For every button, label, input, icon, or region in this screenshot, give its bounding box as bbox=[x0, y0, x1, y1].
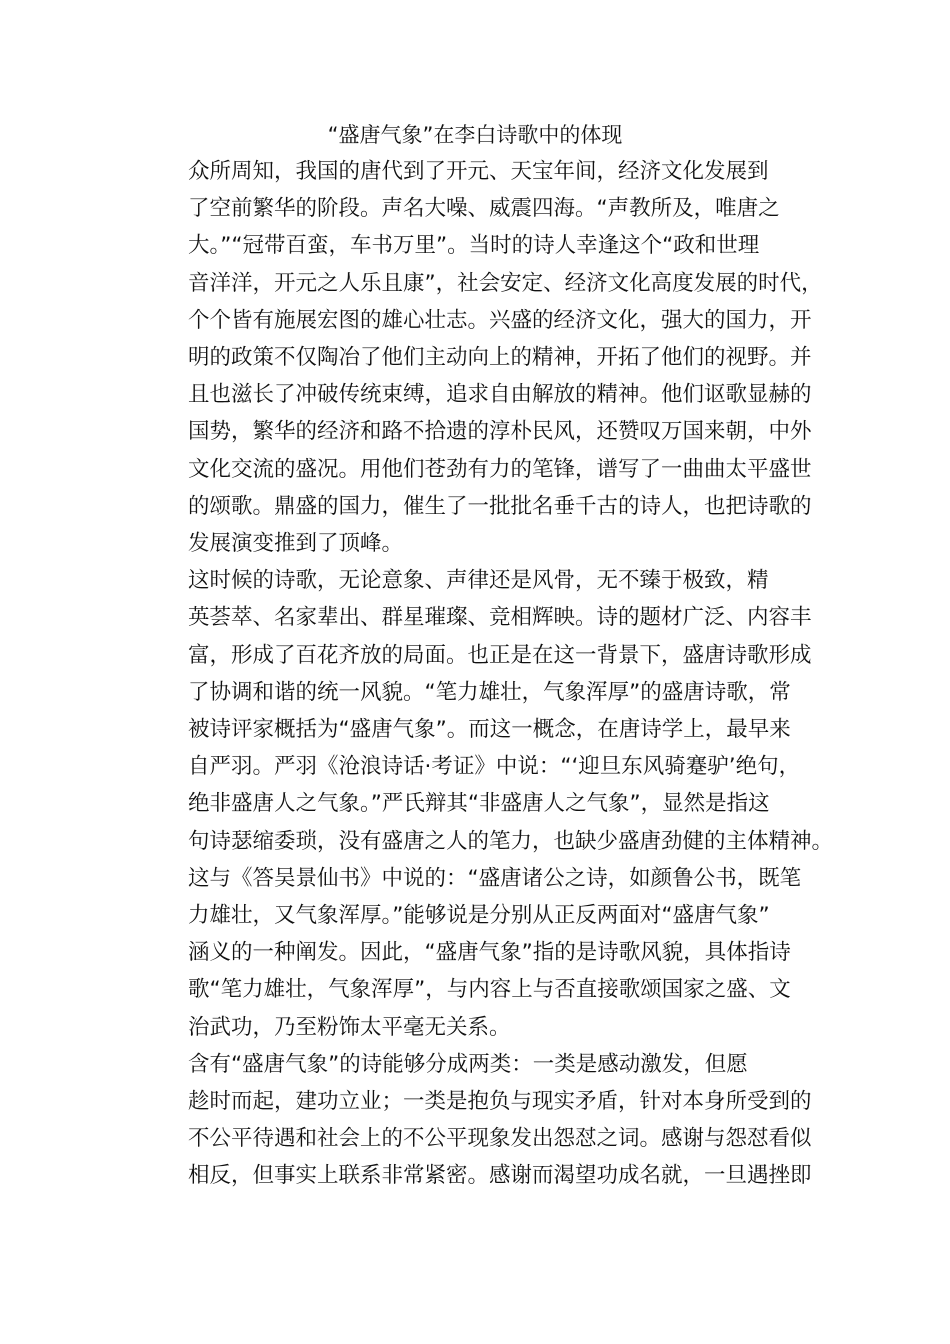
paragraph-line: 这与《答吴景仙书》中说的：“盛唐诸公之诗，如颜鲁公书，既笔 bbox=[188, 865, 802, 891]
paragraph-line: 且也滋长了冲破传统束缚，追求自由解放的精神。他们讴歌显赫的 bbox=[188, 382, 812, 408]
paragraph-line: 明的政策不仅陶冶了他们主动向上的精神，开拓了他们的视野。并 bbox=[188, 345, 812, 371]
document-title: “盛唐气象”在李白诗歌中的体现 bbox=[327, 123, 623, 147]
paragraph-line: 富，形成了百花齐放的局面。也正是在这一背景下，盛唐诗歌形成 bbox=[188, 642, 812, 668]
paragraph-line: 涵义的一种阐发。因此，“盛唐气象”指的是诗歌风貌，具体指诗 bbox=[188, 940, 791, 966]
paragraph-line: 句诗瑟缩委琐，没有盛唐之人的笔力，也缺少盛唐劲健的主体精神。 bbox=[188, 828, 834, 854]
paragraph bbox=[145, 1046, 825, 1195]
paragraph-line: 文化交流的盛况。用他们苍劲有力的笔锋，谱写了一曲曲太平盛世 bbox=[188, 456, 812, 482]
paragraph-line: 歌“笔力雄壮，气象浑厚”，与内容上与否直接歌颂国家之盛、文 bbox=[188, 977, 791, 1003]
paragraph-line: 众所周知，我国的唐代到了开元、天宝年间，经济文化发展到 bbox=[188, 159, 769, 184]
paragraph-line: 含有“盛唐气象”的诗能够分成两类：一类是感动激发，但愿 bbox=[188, 1051, 748, 1077]
paragraph-line: 国势，繁华的经济和路不拾遗的淳朴民风，还赞叹万国来朝，中外 bbox=[188, 419, 812, 445]
paragraph-line: 了空前繁华的阶段。声名大噪、威震四海。“声教所及，唯唐之 bbox=[188, 196, 780, 222]
paragraph-line: 不公平待遇和社会上的不公平现象发出怨怼之词。感谢与怨怼看似 bbox=[188, 1126, 812, 1152]
paragraph-line: 英荟萃、名家辈出、群星璀璨、竞相辉映。诗的题材广泛、内容丰 bbox=[188, 605, 812, 631]
paragraph-line: 大。”“冠带百蛮，车书万里”。当时的诗人幸逢这个“政和世理 bbox=[188, 233, 760, 259]
paragraph bbox=[145, 153, 825, 562]
paragraph-line: 力雄壮，又气象浑厚。”能够说是分别从正反两面对“盛唐气象” bbox=[188, 903, 770, 929]
paragraph-line: 治武功，乃至粉饰太平毫无关系。 bbox=[188, 1014, 511, 1040]
document-body bbox=[145, 153, 834, 1195]
paragraph-line: 自严羽。严羽《沧浪诗话·考证》中说：“‘迎旦东风骑蹇驴’绝句， bbox=[188, 754, 801, 780]
paragraph bbox=[145, 562, 834, 1046]
paragraph-line: 个个皆有施展宏图的雄心壮志。兴盛的经济文化，强大的国力，开 bbox=[188, 307, 812, 333]
paragraph-line: 趁时而起，建功立业；一类是抱负与现实矛盾，针对本身所受到的 bbox=[188, 1089, 812, 1115]
paragraph-line: 音洋洋，开元之人乐且康”，社会安定、经济文化高度发展的时代， bbox=[188, 270, 823, 296]
paragraph-line: 被诗评家概括为“盛唐气象”。而这一概念，在唐诗学上，最早来 bbox=[188, 717, 791, 743]
paragraph-line: 相反，但事实上联系非常紧密。感谢而渴望功成名就，一旦遇挫即 bbox=[188, 1163, 812, 1189]
paragraph-line: 发展演变推到了顶峰。 bbox=[188, 531, 404, 557]
paragraph-line: 了协调和谐的统一风貌。“笔力雄壮，气象浑厚”的盛唐诗歌，常 bbox=[188, 679, 791, 705]
paragraph-line: 绝非盛唐人之气象。”严氏辩其“非盛唐人之气象”，显然是指这 bbox=[188, 791, 770, 817]
paragraph-line: 这时候的诗歌，无论意象、声律还是风骨，无不臻于极致，精 bbox=[188, 568, 769, 594]
paragraph-line: 的颂歌。鼎盛的国力，催生了一批批名垂千古的诗人，也把诗歌的 bbox=[188, 493, 812, 519]
